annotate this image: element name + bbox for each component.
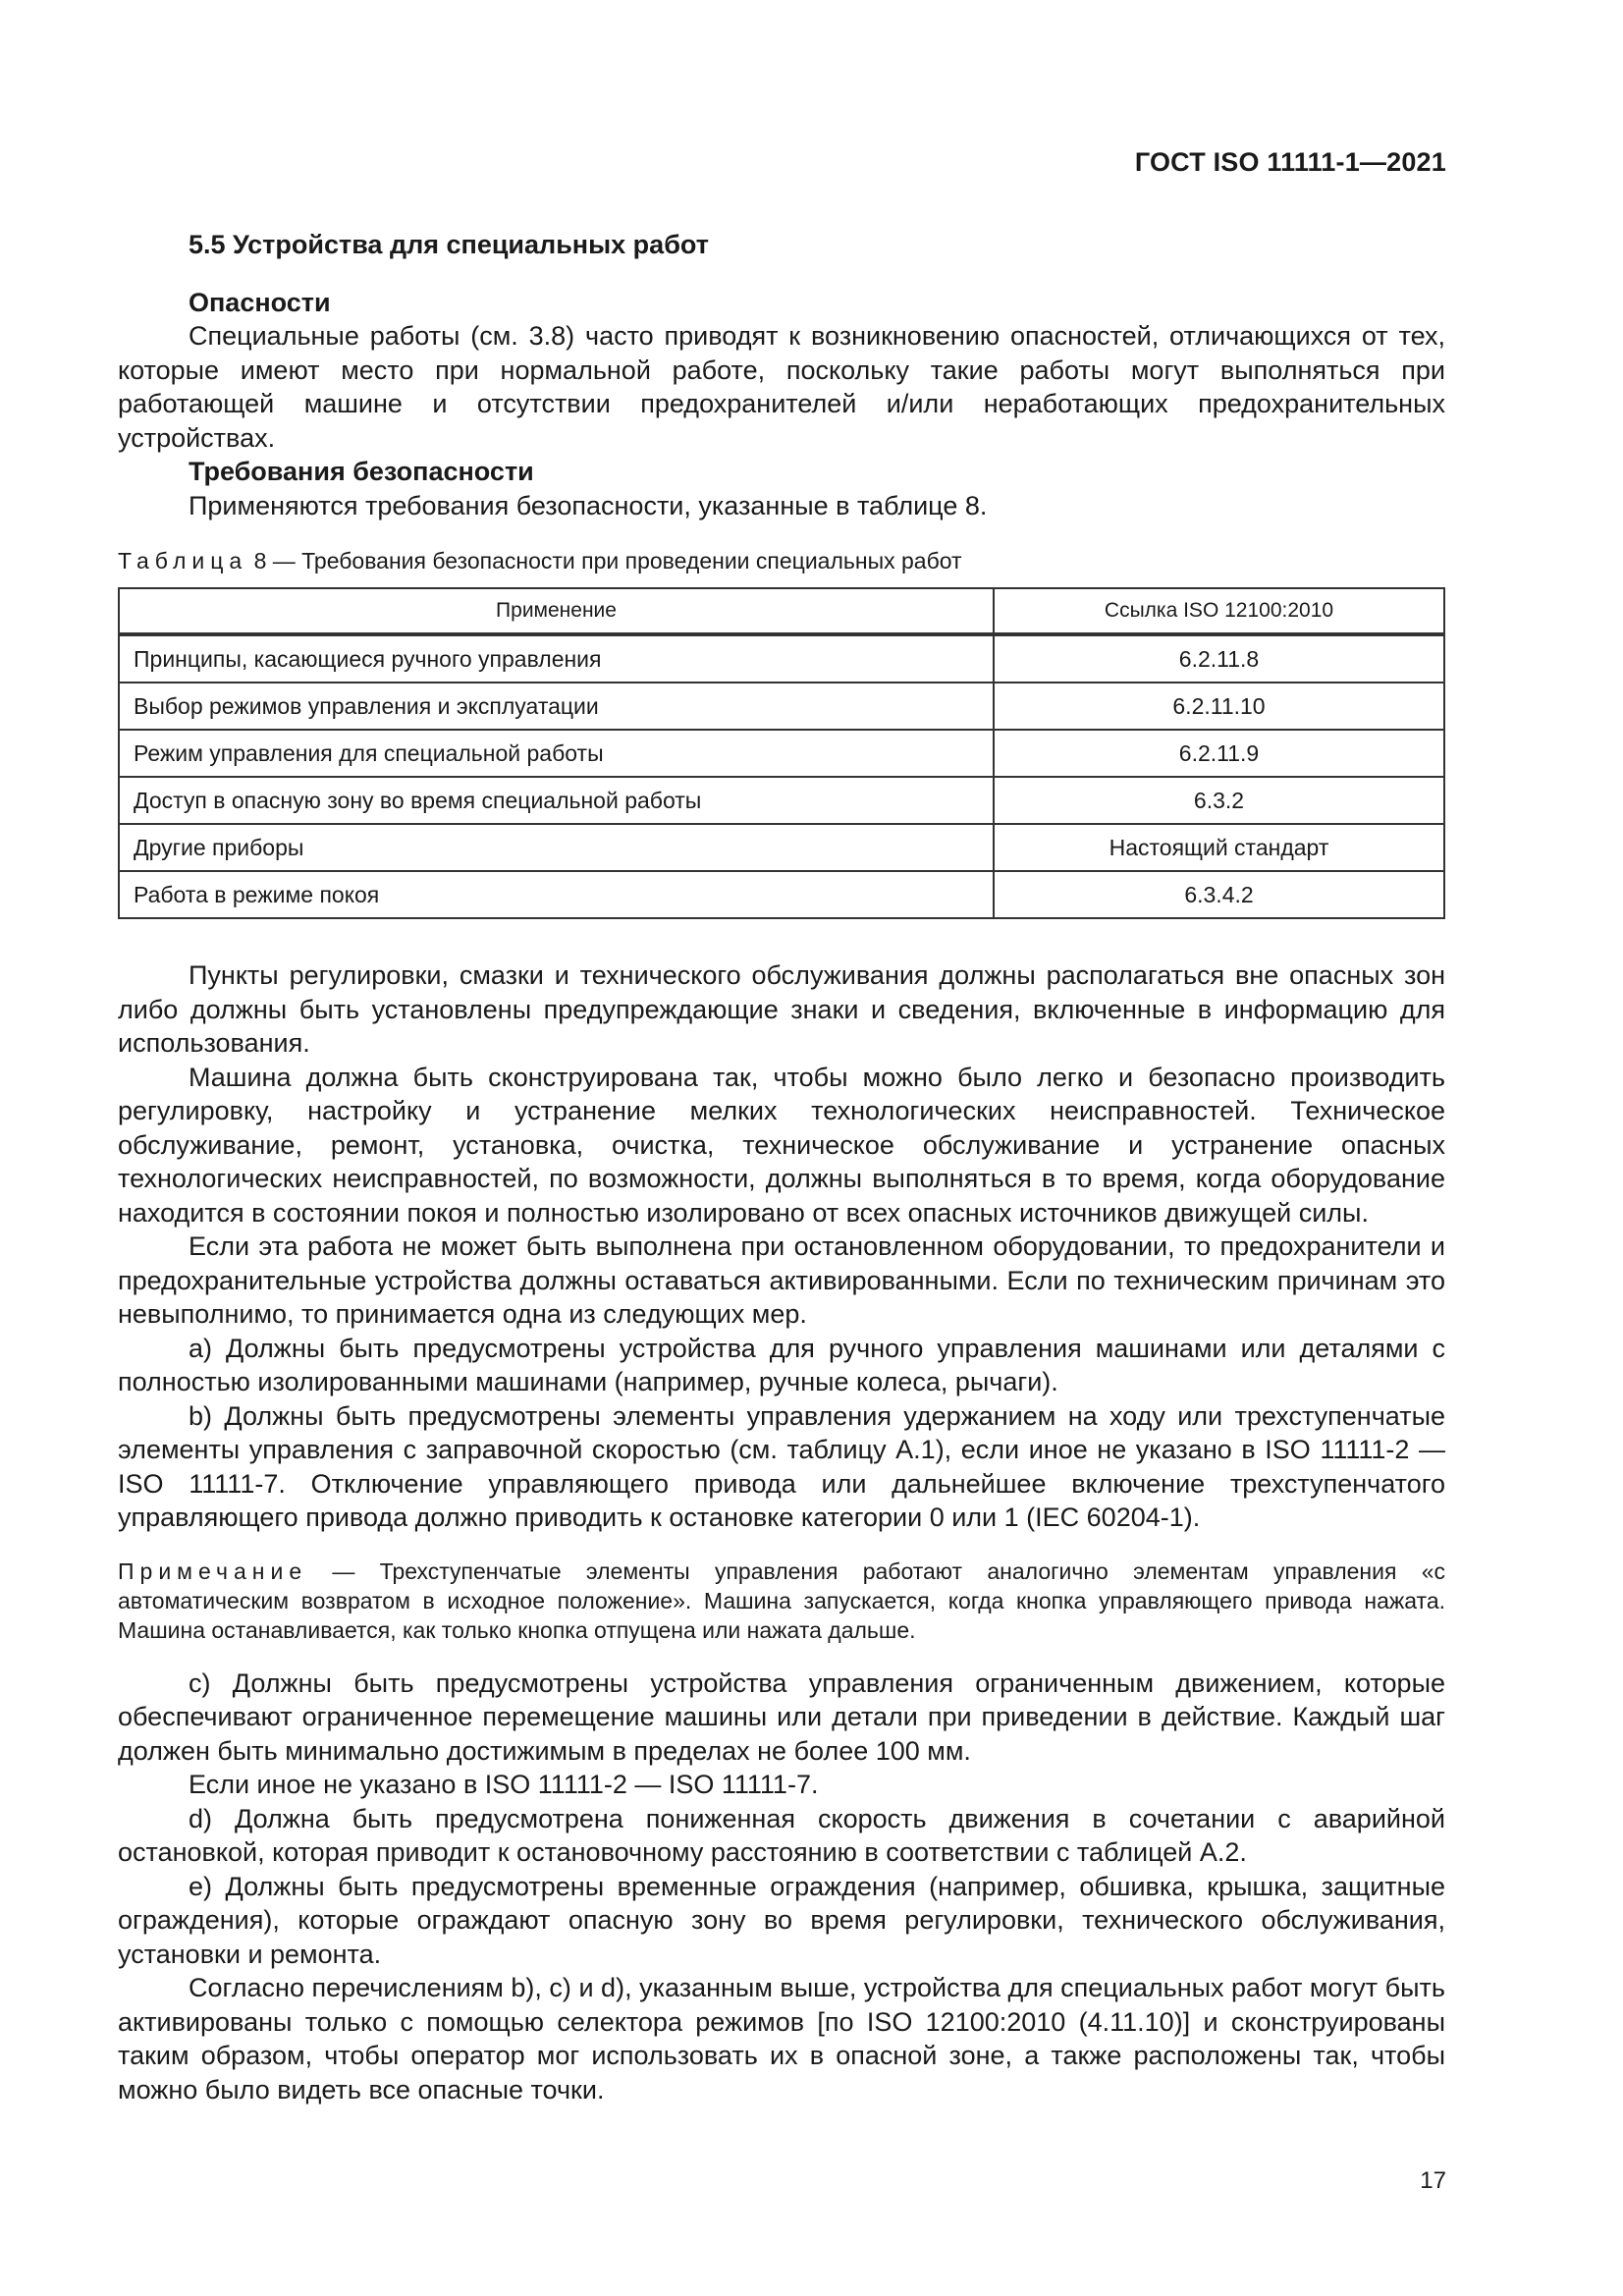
requirements-heading: Требования безопасности	[189, 457, 534, 486]
list-item-c: c) Должны быть предусмотрены устройства управления ограниченным движением, которые обеспечивают ограниченное перемещение машины или детали при приведении в действие. Каждый шаг должен быть минимально достижимым в пределах не более 100 мм.	[118, 1667, 1445, 1766]
table-row	[119, 683, 1444, 730]
table-row	[119, 824, 1444, 871]
paragraph-machine-design: Машина должна быть сконструирована так, чтобы можно было легко и безопасно производить регулировку, настройку и устранение мелких технологических неисправностей. Техническое обслуживание, ремонт, установка, очистка, техническое обслуживание и устранение опасных технологических неисправностей, по возможности, должны выполняться в то время, когда оборудование находится в состоянии покоя и полностью изолировано от всех опасных источников движущей силы.	[118, 1062, 1445, 1228]
note-label: Примечание	[118, 1558, 308, 1584]
table-caption-text: 8 — Требования безопасности при проведении специальных работ	[247, 548, 962, 574]
table-cell-application: Другие приборы	[119, 824, 994, 871]
table-cell-application: Доступ в опасную зону во время специальной работы	[119, 777, 994, 824]
table-header-row	[119, 588, 1444, 634]
table-cell-reference: 6.3.4.2	[994, 871, 1444, 918]
note	[118, 1557, 1445, 1645]
table-cell-application: Работа в режиме покоя	[119, 871, 994, 918]
table-cell-reference: 6.3.2	[994, 777, 1444, 824]
section-title: 5.5 Устройства для специальных работ	[189, 230, 709, 259]
column-header-application: Применение	[119, 588, 994, 634]
hazards-heading: Опасности	[189, 287, 331, 317]
table-cell-application: Принципы, касающиеся ручного управления	[119, 634, 994, 683]
standard-designation: ГОСТ ISO 11111-1—2021	[1134, 147, 1446, 177]
page-number: 17	[1420, 2167, 1446, 2194]
table-row	[119, 634, 1444, 683]
table-cell-application: Режим управления для специальной работы	[119, 730, 994, 777]
table-caption	[118, 546, 1445, 575]
table-caption-label: Таблица	[118, 548, 248, 574]
page-content	[118, 228, 1445, 2106]
table-row	[119, 777, 1444, 824]
list-item-d: d) Должна быть предусмотрена пониженная скорость движения в сочетании с аварийной остановкой, которая приводит к остановочному расстоянию в соответствии с таблицей А.2.	[118, 1803, 1445, 1867]
column-header-reference: Ссылка ISO 12100:2010	[994, 588, 1444, 634]
note-text: — Трехступенчатые элементы управления работают аналогично элементам управления «с автоматическим возвратом в исходное положение». Машина запускается, когда кнопка управляющего привода нажата. Машина останавливается, как только кнопка отпущена или нажата дальше.	[118, 1558, 1445, 1643]
table-row	[119, 730, 1444, 777]
table-cell-reference: Настоящий стандарт	[994, 824, 1444, 871]
list-item-e: e) Должны быть предусмотрены временные ограждения (например, обшивка, крышка, защитные ограждения), которые ограждают опасную зону во время регулировки, технического обслуживания, установки и ремонта.	[118, 1871, 1445, 1969]
paragraph-service-points: Пункты регулировки, смазки и технического обслуживания должны располагаться вне опасных зон либо должны быть установлены предупреждающие знаки и сведения, включенные в информацию для использования.	[118, 960, 1445, 1058]
table-cell-application: Выбор режимов управления и эксплуатации	[119, 683, 994, 730]
list-item-c-exception: Если иное не указано в ISO 11111-2 — ISO 11111-7.	[189, 1770, 819, 1799]
paragraph-active-safeguards: Если эта работа не может быть выполнена при остановленном оборудовании, то предохранители и предохранительные устройства должны оставаться активированными. Если по техническим причинам это невыполнимо, то принимается одна из следующих мер.	[118, 1231, 1445, 1329]
safety-requirements-table	[118, 587, 1445, 919]
list-item-a: a) Должны быть предусмотрены устройства для ручного управления машинами или деталями с полностью изолированными машинами (например, ручные колеса, рычаги).	[118, 1333, 1445, 1396]
table-row	[119, 871, 1444, 918]
requirements-paragraph: Применяются требования безопасности, указанные в таблице 8.	[189, 490, 988, 520]
table-cell-reference: 6.2.11.8	[994, 634, 1444, 683]
hazards-paragraph: Специальные работы (см. 3.8) часто приводят к возникновению опасностей, отличающихся от тех, которые имеют место при нормальной работе, поскольку такие работы могут выполняться при работающей машине и отсутствии предохранителей и/или неработающих предохранительных устройствах.	[118, 321, 1445, 453]
table-cell-reference: 6.2.11.10	[994, 683, 1444, 730]
paragraph-mode-selector: Согласно перечислениям b), c) и d), указанным выше, устройства для специальных работ могут быть активированы только с помощью селектора режимов [по ISO 12100:2010 (4.11.10)] и сконструированы таким образом, чтобы оператор мог использовать их в опасной зоне, а также расположены так, чтобы можно было видеть все опасные точки.	[118, 1973, 1445, 2105]
list-item-b: b) Должны быть предусмотрены элементы управления удержанием на ходу или трехступенчатые элементы управления с заправочной скоростью (см. таблицу А.1), если иное не указано в ISO 11111-2 — ISO 11111-7. Отключение управляющего привода или дальнейшее включение трехступенчатого управляющего привода должно приводить к остановке категории 0 или 1 (IEC 60204-1).	[118, 1400, 1445, 1532]
table-cell-reference: 6.2.11.9	[994, 730, 1444, 777]
